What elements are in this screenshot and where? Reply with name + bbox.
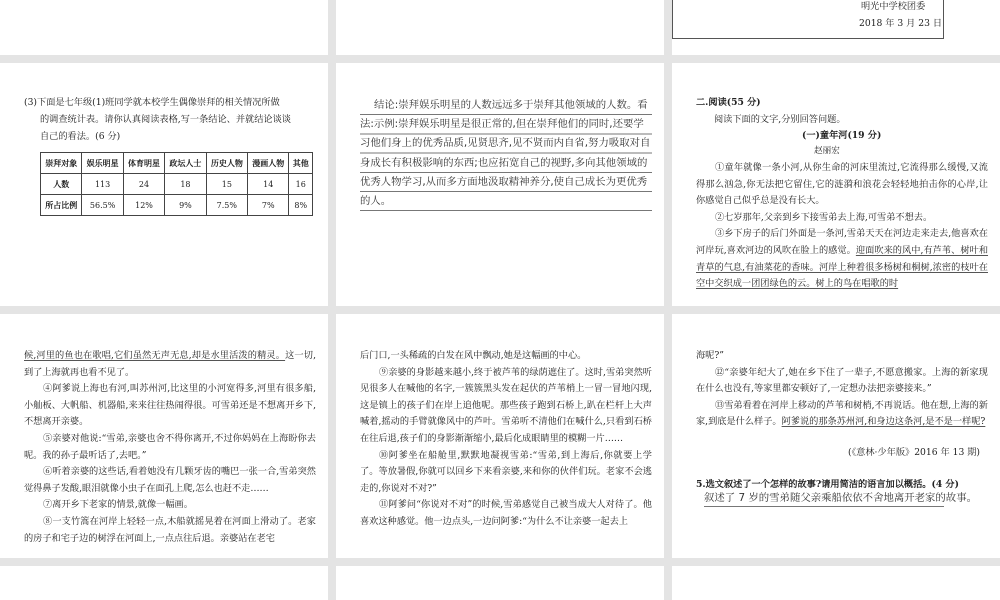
table-cell: 15 [206, 174, 247, 195]
reading-section-heading: 二.阅读(55 分) [696, 97, 761, 108]
table-cell: 12% [123, 195, 164, 216]
article-author: 赵丽宏 [814, 146, 840, 156]
paragraph-3-underlined: 迎面吹来的风中,有芦苇、树叶和青草的气息,有油菜花的香味。河岸上种着很多杨树和桐树,浓密的枝叶在空中交织成一团团绿色的云。树上的鸟在唱歌的时 [696, 244, 989, 290]
reading-instruction: 阅读下面的文字,分别回答问题。 [714, 114, 846, 125]
paragraph-2: ②七岁那年,父亲到乡下接雪弟去上海,可雪弟不想去。 [715, 211, 933, 223]
table-cell: 16 [289, 174, 313, 195]
paragraph-1: ①童年就像一条小河,从你生命的河床里流过,它流得那么缓慢,又流得那么汹急,你无法把它留住,它的涟漪和浪花会轻轻地拍击你的心岸,让你感觉自己似乎总是没有长大。 [696, 162, 988, 207]
page-tile-top-left [0, 0, 328, 55]
table-cell: 24 [123, 174, 164, 195]
paragraph-10: ⑩阿爹坐在船舱里,默默地凝视雪弟:“雪弟,到上海后,你就要上学了。等放暑假,你就可以回乡下来看亲婆,来和你的伙伴们玩。老家不会逃走的,你说对不对?” [360, 449, 652, 494]
reading-paragraphs-page1 [696, 160, 988, 293]
table-header: 体育明星 [123, 153, 164, 174]
reading-paragraphs-page2 [24, 348, 316, 547]
table-header: 崇拜对象 [41, 153, 82, 174]
page-tile-answer-3 [336, 63, 664, 306]
table-cell: 113 [82, 174, 123, 195]
table-cell: 人数 [41, 174, 82, 195]
paragraph-6: ⑥听着亲婆的这些话,看着她没有几颗牙齿的嘴巴一张一合,雪弟突然觉得鼻子发酸,眼泪就像小虫子在面孔上爬,怎么也赶不走…… [24, 466, 316, 494]
question-3-line-1: (3)下面是七年级(1)班同学就本校学生偶像崇拜的相关情况所做 [24, 97, 280, 108]
question-5: 5.选文叙述了一个怎样的故事?请用简洁的语言加以概括。(4 分) [696, 479, 959, 490]
table-row [41, 174, 313, 195]
paragraph-3-continued [24, 348, 316, 381]
page-tile-reading-3 [336, 314, 664, 558]
table-cell: 18 [165, 174, 206, 195]
paragraph-3-continued-underlined: 候,河里的鱼也在歌唱,它们虽然无声无息,却是水里活泼的精灵。 [24, 350, 286, 361]
paragraph-4: ④阿爹说上海也有河,叫苏州河,比这里的小河宽得多,河里有很多船,小舢板、大帆船、机器船,来来往往热闹得很。可雪弟还是不想离开乡下,不想离开亲婆。 [24, 383, 316, 428]
paragraph-9: ⑨亲婆的身影越来越小,终于被芦苇的绿荫遮住了。这时,雪弟突然听见很多人在喊他的名字,一簇簇黑头发在起伏的芦苇梢上一冒一冒地闪现,这是镇上的孩子们在岸上追他呢。那些孩子跑到石桥上,趴在栏杆上大声喊着,摇动的手臂就像风中的芦叶。雪弟听不清他们在喊什么,只看到石桥在往后退,孩子们的身影渐渐缩小,最后化成眼睛里的模糊一片…… [360, 366, 652, 444]
paragraph-7: ⑦离开乡下老家的情景,就像一幅画。 [43, 499, 193, 511]
table-cell: 14 [248, 174, 289, 195]
reading-paragraphs-page3 [360, 348, 652, 531]
table-cell: 9% [165, 195, 206, 216]
page-tile-top-middle [336, 0, 664, 55]
answer-3-handwritten: 结论:崇拜娱乐明星的人数远远多于崇拜其他领域的人数。看法:示例:崇拜娱乐明星是很正常的,但在崇拜他们的同时,还要学习他们身上的优秀品质,见贤思齐,见不贤而内自省,努力吸取对自身成长有积极影响的东西;也应拓宽自己的视野,多向其他领域的优秀人物学习,从而多方面地汲取精神养分,使自己成长为更优秀的人。 [360, 96, 652, 211]
page-tile-top-right [672, 0, 1000, 55]
table-cell: 7.5% [206, 195, 247, 216]
page-tile-question-3 [0, 63, 328, 306]
page-tile-reading-intro [672, 63, 1000, 306]
notice-org: 明光中学校团委 [861, 1, 926, 12]
table-header: 政坛人士 [165, 153, 206, 174]
notice-box [672, 0, 944, 39]
table-row [41, 195, 313, 216]
page-tile-bottom-right [672, 566, 1000, 600]
table-cell: 56.5% [82, 195, 123, 216]
paragraph-11-continued: 海呢?” [696, 350, 724, 361]
paragraph-5: ⑤亲婆对他说:“雪弟,亲婆也舍不得你离开,不过你妈妈在上海盼你去呢。我的孙子最听话了,去吧。” [24, 432, 316, 461]
article-title: (一)童年河(19 分) [802, 130, 882, 141]
page-tile-reading-2 [0, 314, 328, 558]
page-tile-bottom-middle [336, 566, 664, 600]
question-3-line-3: 自己的看法。(6 分) [40, 131, 121, 142]
page-tile-reading-4 [672, 314, 1000, 558]
paragraph-3-text: ③乡下房子的后门外面是一条河,雪弟天天在河边走来走去,他喜欢在河岸玩,喜欢河边的风吹在脸上的感觉。 [696, 228, 988, 256]
answer-5-handwritten: 叙述了 7 岁的雪弟随父亲乘船依依不舍地离开老家的故事。 [704, 492, 944, 507]
paragraph-3-continued-text: 这一切,到了上海就再也看不见了。 [24, 350, 317, 378]
table-cell: 7% [248, 195, 289, 216]
table-cell: 8% [289, 195, 313, 216]
table-header: 漫画人物 [248, 153, 289, 174]
paragraph-11: ⑪阿爹问“你说对不对”的时候,雪弟感觉自己被当成大人对待了。他喜欢这种感觉。他一边点头,一边问阿爹:“为什么不让亲婆一起去上 [360, 499, 652, 527]
article-source: (《意林·少年版》2016 年 13 期) [848, 447, 981, 458]
paragraph-13-text: ⑬雪弟看着在河岸上移动的芦苇和树梢,不再说话。他在想,上海的新家,到底是什么样子。 [696, 399, 988, 428]
table-header: 历史人物 [206, 153, 247, 174]
reading-paragraphs-page4 [696, 348, 988, 431]
paragraph-12: ⑫“亲婆年纪大了,她在乡下住了一辈子,不愿意搬家。上海的新家现在什么也没有,等家里都安顿好了,一定想办法把亲婆接来。” [696, 366, 988, 395]
table-header: 其他 [289, 153, 313, 174]
survey-table [40, 152, 313, 216]
paragraph-13-underlined: 阿爹说的那条苏州河,和身边这条河,是不是一样呢? [781, 416, 986, 428]
paragraph-8: ⑧一支竹篙在河岸上轻轻一点,木船就摇晃着在河面上滑动了。老家的房子和宅子边的树浮在河面上,一点点往后退。亲婆站在老宅 [24, 515, 316, 544]
table-header: 娱乐明星 [82, 153, 123, 174]
paragraph-13 [696, 398, 988, 431]
table-cell: 所占比例 [41, 195, 82, 216]
page-tile-bottom-left [0, 566, 328, 600]
paragraph-8-continued: 后门口,一头稀疏的白发在风中飘动,她是这幅画的中心。 [360, 350, 587, 361]
notice-date: 2018 年 3 月 23 日 [859, 18, 943, 29]
paragraph-3 [696, 226, 988, 292]
table-header-row [41, 153, 313, 174]
question-3-line-2: 的调查统计表。请你认真阅读表格,写一条结论、并就结论谈谈 [40, 114, 291, 125]
